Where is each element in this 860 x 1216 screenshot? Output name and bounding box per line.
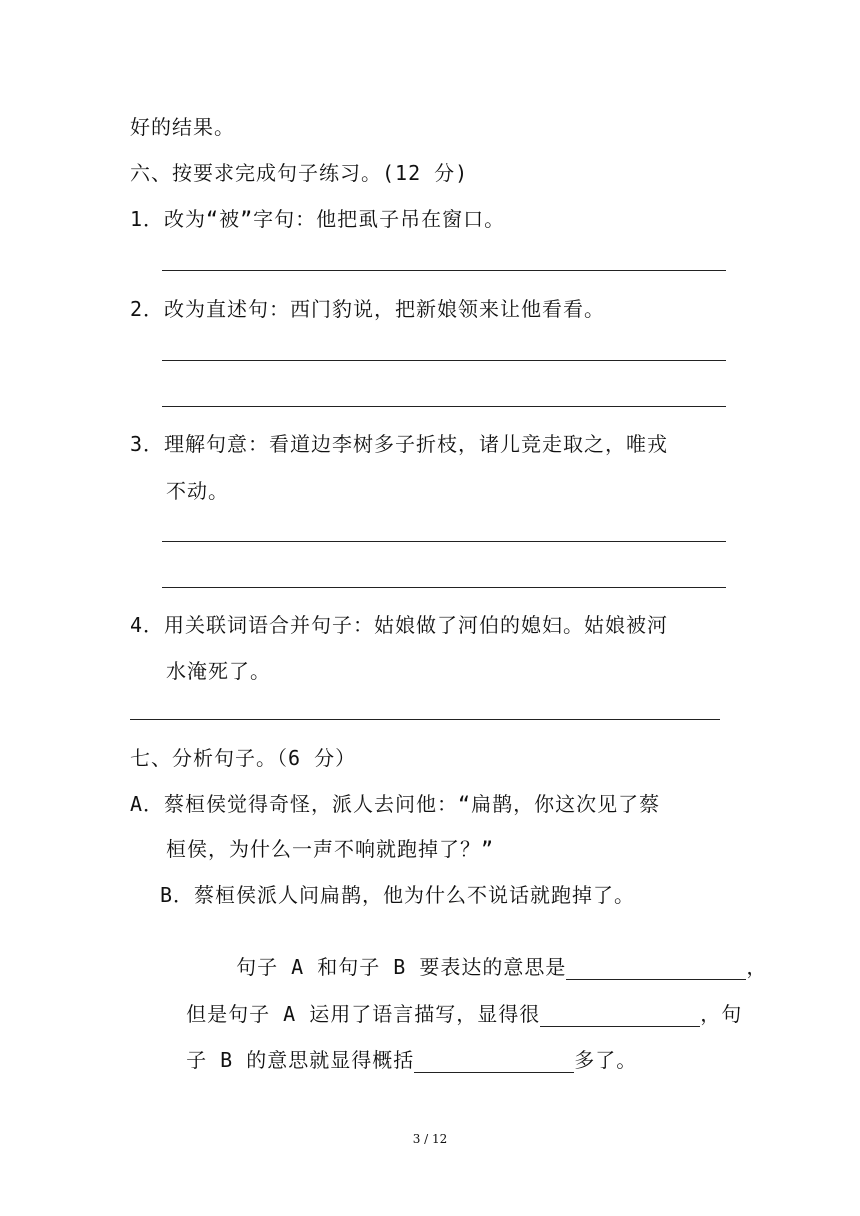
analysis-line-2 <box>160 975 742 1027</box>
answer-line-q2-2[interactable] <box>162 406 726 407</box>
question-4-line-1: 4．用关联词语合并句子：姑娘做了河伯的媳妇。姑娘被河 <box>130 613 669 637</box>
sentence-a-line-2: 桓侯，为什么一声不响就跑掉了？” <box>166 837 495 861</box>
analysis-line-3-end: 多了。 <box>574 1048 638 1072</box>
answer-line-q1[interactable] <box>162 270 726 271</box>
answer-line-q4[interactable] <box>130 719 720 720</box>
question-4-line-2: 水淹死了。 <box>166 659 271 683</box>
answer-line-q2-1[interactable] <box>162 360 726 361</box>
sentence-b: B．蔡桓侯派人问扁鹊，他为什么不说话就跑掉了。 <box>160 883 636 907</box>
analysis-line-2-end: ，句 <box>700 1002 743 1026</box>
question-2: 2．改为直述句：西门豹说，把新娘领来让他看看。 <box>130 297 606 321</box>
prev-text-tail: 好的结果。 <box>130 115 235 139</box>
analysis-line-1-end: ， <box>746 955 768 979</box>
analysis-line-1-text: 句子 A 和句子 B 要表达的意思是 <box>236 955 567 979</box>
page-number: 3 / 12 <box>412 1132 448 1146</box>
question-3-line-2: 不动。 <box>166 479 229 503</box>
analysis-line-3 <box>160 1021 637 1073</box>
question-1: 1．改为“被”字句：他把虱子吊在窗口。 <box>130 207 506 231</box>
sentence-a-line-1: A．蔡桓侯觉得奇怪，派人去问他：“扁鹊，你这次见了蔡 <box>130 792 661 816</box>
question-3-line-1: 3．理解句意：看道边李树多子折枝，诸儿竞走取之，唯戎 <box>130 432 669 456</box>
analysis-line-1 <box>210 928 767 980</box>
section-7-heading: 七、分析句子。（6 分） <box>130 746 357 770</box>
analysis-line-3-text: 子 B 的意思就显得概括 <box>186 1048 415 1072</box>
blank-comparison[interactable] <box>414 1050 574 1073</box>
section-6-heading: 六、按要求完成句子练习。(12 分) <box>130 161 469 185</box>
answer-line-q3-2[interactable] <box>162 587 726 588</box>
answer-line-q3-1[interactable] <box>162 541 726 542</box>
analysis-line-2-text: 但是句子 A 运用了语言描写，显得很 <box>186 1002 541 1026</box>
